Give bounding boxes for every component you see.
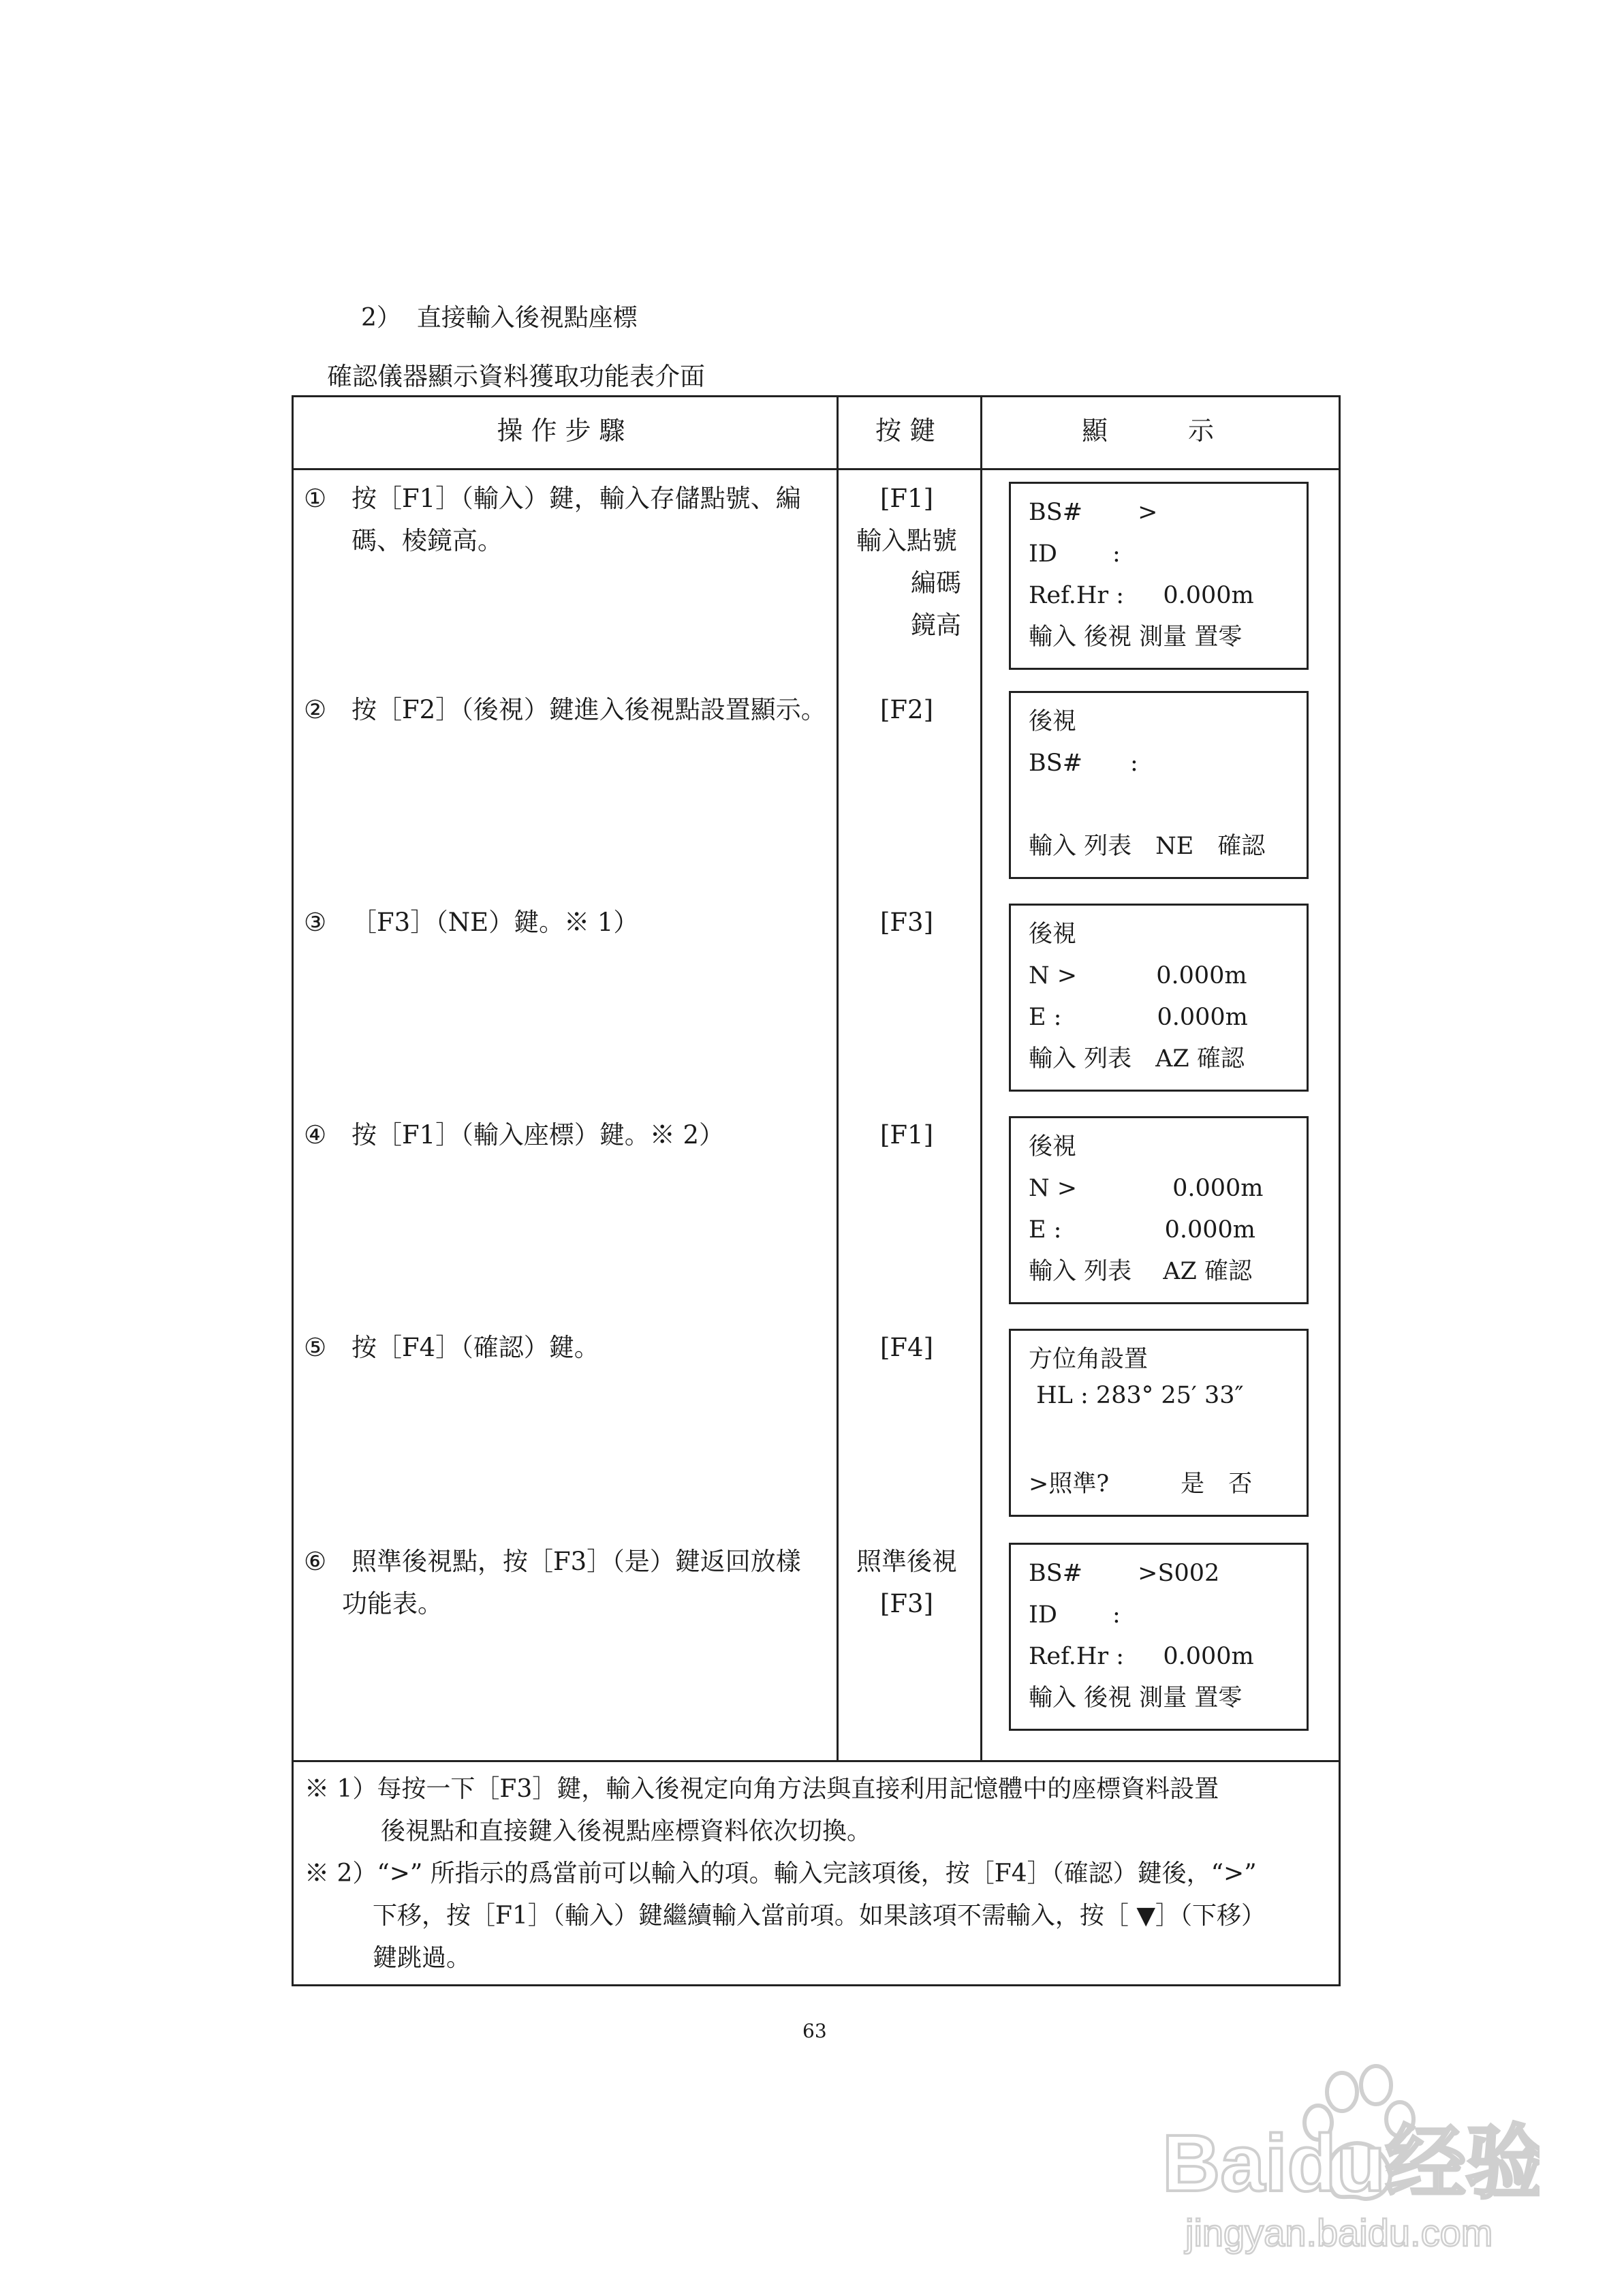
table-caption: 確認儀器顯示資料獲取功能表介面 [327,362,705,391]
note-line: ※ 2）“>” 所指示的爲當前可以輸入的項。輸入完該項後，按［F4］（確認）鍵後，“>” [304,1860,1257,1888]
key-label: [F4] [879,1333,934,1362]
step-number: ⑥ [304,1547,327,1576]
screen-line: >照準? 是 否 [1029,1470,1253,1498]
page-number: 63 [802,2020,827,2042]
screen-line: 輸入 後視 測量 置零 [1029,1684,1243,1712]
step-number: ③ [304,908,327,937]
step-row [304,478,828,562]
baidu-jingyan-watermark [1158,2058,1540,2262]
step-text: 按［F4］（確認）鍵。 [352,1333,599,1362]
column-divider [980,397,982,1761]
screen-line: Ref.Hr : 0.000m [1029,1643,1254,1670]
header-keys: 按鍵 [875,416,943,446]
header-divider [294,468,1339,470]
screen-line: 輸入 列表 NE 確認 [1029,833,1266,860]
display-screen [1009,482,1309,670]
paw-logo-icon [1158,2058,1540,2262]
note-line: 下移，按［F1］（輸入）鍵繼續輸入當前項。如果該項不需輸入，按［ ▼］（下移） [373,1902,1266,1930]
key-label: 輸入點號 [856,526,957,555]
step-number: ⑤ [304,1333,327,1362]
screen-line: E : 0.000m [1029,1004,1248,1031]
key-label: 鏡高 [911,611,961,640]
screen-line: 方位角設置 [1029,1346,1149,1373]
step-text: 按［F1］（輸入）鍵，輸入存儲點號、編 [352,484,801,513]
step-text: 按［F2］（後視）鍵進入後視點設置顯示。 [352,695,826,724]
step-number: ① [304,484,327,513]
step-row [304,902,1108,944]
key-label: 照準後視 [856,1547,957,1576]
screen-line: HL : 283° 25′ 33″ [1029,1382,1244,1409]
notes-divider [294,1760,1339,1762]
screen-line: E : 0.000m [1029,1216,1255,1244]
display-screen [1009,691,1309,879]
key-label: [F3] [879,1589,934,1618]
screen-line: N > 0.000m [1029,1175,1264,1202]
step-number: ② [304,695,327,724]
screen-line: 後視 [1029,921,1077,948]
note-line: 後視點和直接鍵入後視點座標資料依次切換。 [381,1817,872,1845]
screen-line: 輸入 列表 AZ 確認 [1029,1258,1252,1285]
key-label: [F2] [879,695,934,724]
key-cell [839,1327,975,1369]
screen-line: 後視 [1029,708,1077,735]
key-label: [F1] [879,484,934,513]
procedure-table [292,395,1341,1986]
display-screen [1009,1329,1309,1517]
screen-line: Ref.Hr : 0.000m [1029,582,1254,609]
key-label: [F3] [879,908,934,937]
key-label: 編碼 [911,568,961,598]
display-screen [1009,904,1309,1092]
section-heading: 2） 直接輸入後視點座標 [361,304,638,332]
display-screen [1009,1116,1309,1304]
step-text: ［F3］（NE）鍵。※ 1） [352,908,639,937]
step-text-continued: 功能表。 [342,1589,443,1618]
screen-line: N > 0.000m [1029,962,1247,989]
table-notes [304,1768,1266,1980]
key-cell [839,689,975,731]
key-cell [839,902,975,944]
key-cell [839,1114,975,1156]
note-line: 鍵跳過。 [373,1944,471,1972]
step-number: ④ [304,1120,327,1150]
step-text-continued: 碼、棱鏡高。 [352,526,503,555]
step-text: 按［F1］（輸入座標）鍵。※ 2） [352,1120,725,1150]
step-row [304,689,1108,731]
header-display: 顯 示 [1081,416,1241,446]
screen-line: BS# > [1029,499,1158,526]
key-cell [839,478,975,647]
screen-line: ID : [1029,540,1121,568]
watermark-url: jingyan.baidu.com [1185,2211,1493,2254]
key-label: [F1] [879,1120,934,1150]
screen-line: BS# >S002 [1029,1560,1220,1587]
display-screen [1009,1543,1309,1731]
key-cell [839,1541,975,1625]
step-text: 照準後視點，按［F3］（是）鍵返回放樣 [352,1547,801,1576]
screen-line: ID : [1029,1601,1121,1629]
screen-line: 後視 [1029,1133,1077,1160]
step-row [304,1541,828,1625]
watermark-brand: Baidu经验 [1162,2119,1540,2208]
screen-line: BS# : [1029,750,1138,777]
screen-line: 輸入 後視 測量 置零 [1029,623,1243,651]
screen-line: 輸入 列表 AZ 確認 [1029,1045,1245,1073]
header-steps: 操作步驟 [497,416,634,446]
step-row [304,1327,1108,1369]
note-line: ※ 1）每按一下［F3］鍵，輸入後視定向角方法與直接利用記憶體中的座標資料設置 [304,1775,1219,1803]
step-row [304,1114,1108,1156]
